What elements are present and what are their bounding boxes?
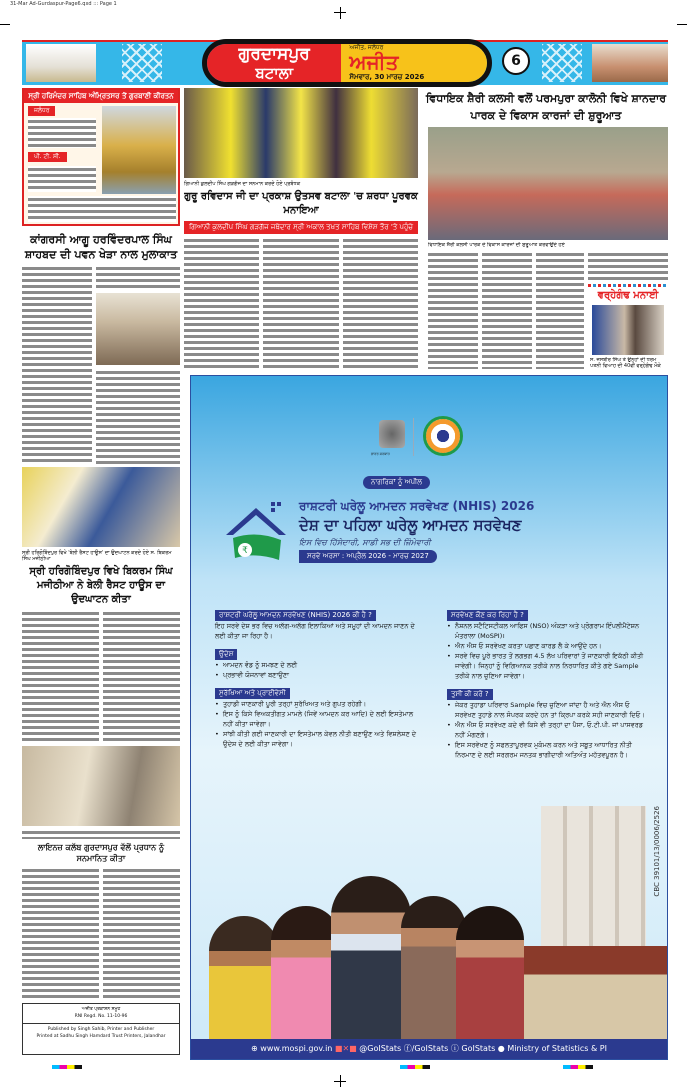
ad-title: ਰਾਸ਼ਟਰੀ ਘਰੇਲੂ ਆਮਦਨ ਸਰਵੇਖਣ (NHIS) 2026 [299,499,535,513]
nso-logo-icon [423,416,463,456]
right-column-top [424,90,668,240]
imprint-box [22,1003,180,1055]
paper-name: ਅਜੀਤ [349,50,399,74]
section-heading-what: ਰਾਸ਼ਟਰੀ ਘਰੇਲੂ ਆਮਦਨ ਸਰਵੇਖਣ (NHIS) 2026 ਕੀ ਹੈ ? [215,610,376,621]
color-bar [400,1065,430,1069]
article-block [22,610,180,743]
whatsapp-icon: ● [497,1044,508,1053]
sidebar-heading: ਵਰ੍ਹੇਗੰਢ ਮਨਾਈ [597,290,659,301]
kirtan-schedule-box [22,88,180,226]
article-text [184,237,259,370]
ad-footer [191,1039,667,1059]
page-number: 6 [502,47,530,75]
cbc-code: CBC 39101/13/0006/2526 [653,806,661,897]
edition-name: ਗੁਰਦਾਸਪੁਰ [238,44,310,64]
section-heading-you: ਤੁਸੀਂ ਕੀ ਕਰੋ ? [447,689,493,700]
emblem-caption: ਭਾਰਤ ਸਰਕਾਰ [371,452,390,456]
divider [588,284,668,287]
ad-info-left [215,602,420,749]
headline: ਗੁਰੂ ਰਵਿਦਾਸ ਜੀ ਦਾ ਪ੍ਰਕਾਸ਼ ਉਤਸਵ ਬਟਾਲਾ 'ਚ ਸ਼ਰਧਾ ਪੂਰਵਕ ਮਨਾਇਆ [184,191,418,216]
list-item: • ਇਸ ਨੂੰ ਕਿਸੇ ਵਿਅਕਤੀਗਤ ਮਾਮਲੇ (ਜਿਵੇਂ ਆਮਦਨ ਕਰ ਆਦਿ) ਦੇ ਲਈ ਇਸਤੇਮਾਲ ਨਹੀਂ ਕੀਤਾ ਜਾਵੇਗਾ। [215,709,420,729]
club-photo [22,746,180,826]
appeal-badge: ਨਾਗਰਿਕਾਂ ਨੂੰ ਅਪੀਲ [363,476,430,489]
edition-subname: ਬਟਾਲਾ [255,64,294,82]
box-text [28,118,96,148]
imprint-line: Printed at Sadhu Singh Hamdard Trust Printers, Jalandhar [36,1034,166,1039]
crop-mark [0,24,10,25]
ad-title-block [299,498,665,563]
registration-mark [340,7,341,19]
section-heading-who: ਸਰਵੇਖਣ ਕੌਣ ਕਰ ਰਿਹਾ ਹੈ ? [447,610,528,621]
subheadline: ਗਿਆਨੀ ਕੁਲਦੀਪ ਸਿੰਘ ਗੜਗੱਜ ਜਥੇਦਾਰ ਸ੍ਰੀ ਅਕਾਲ ਤਖ਼ਤ ਸਾਹਿਬ ਵਿਸ਼ੇਸ਼ ਤੌਰ 'ਤੇ ਪਹੁੰਚੇ [184,221,418,234]
person-image [209,916,279,1041]
pattern-decoration [542,44,582,82]
social-handle[interactable]: @GoIStats [359,1044,402,1053]
color-bar [563,1065,593,1069]
list-item: • ਐਨ ਐਸ ਓ ਸਰਵੇਖਣ ਕਦੇ ਵੀ ਕਿਸੇ ਵੀ ਤਰ੍ਹਾਂ ਦਾ ਪੈਸਾ, ਓ.ਟੀ.ਪੀ. ਜਾਂ ਪਾਸਵਰਡ ਨਹੀਂ ਮੰਗਣਗੇ। [447,720,652,740]
list-item: • ਪ੍ਰਭਾਵੀ ਯੋਜਨਾਵਾਂ ਬਣਾਉਣਾ [215,670,420,680]
article-text [536,251,584,369]
facebook-handle[interactable]: /GoIStats [411,1044,449,1053]
box-note [28,196,176,222]
box-title: ਸ੍ਰੀ ਹਰਿਮੰਦਰ ਸਾਹਿਬ ਅੰਮ੍ਰਿਤਸਰ ਤੋਂ ਗੁਰਬਾਣੀ ਕੀਰਤਨ [24,90,178,103]
national-emblem-icon [379,420,405,448]
registration-mark [334,12,346,13]
web-icon: ⊕ [251,1044,261,1053]
article-text [103,610,180,743]
ad-subtitle: ਦੇਸ਼ ਦਾ ਪਹਿਲਾ ਘਰੇਲੂ ਆਮਦਨ ਸਰਵੇਖਣ [299,516,522,534]
color-bar [52,1065,82,1069]
imprint-line: ਅਜੀਤ ਪ੍ਰਕਾਸ਼ਨ ਸਮੂਹ [81,1007,121,1012]
list-item: • ਜੇਕਰ ਤੁਹਾਡਾ ਪਰਿਵਾਰ Sample ਵਿਚ ਚੁਣਿਆ ਜਾਂਦਾ ਹੈ ਅਤੇ ਐਨ ਐਸ ਓ ਸਰਵੇਖਣ ਤੁਹਾਡੇ ਨਾਲ ਸੰਪਰਕ ਕਰਦੇ ਹਨ ਤਾਂ ਕ੍ਰਿਪਾ ਕਰਕੇ ਸਹੀ ਜਾਣਕਾਰੀ ਦਿਓ। [447,700,652,720]
list-item: • ਸਾਂਝੀ ਕੀਤੀ ਗਈ ਜਾਣਕਾਰੀ ਦਾ ਇਸਤੇਮਾਲ ਕੇਵਲ ਨੀਤੀ ਬਣਾਉਣ ਅਤੇ ਵਿਸ਼ਲੇਸ਼ਣ ਦੇ ਉਦੇਸ਼ ਦੇ ਲਈ ਕੀਤਾ ਜਾਵੇਗਾ। [215,729,420,749]
photo-caption: ਸ. ਜਸਬੀਰ ਸਿੰਘ ਤੇ ਉਨ੍ਹਾਂ ਦੀ ਧਰਮ ਪਤਨੀ ਵਿਆਹ ਦੀ 40ਵੀਂ ਵਰ੍ਹੇਗੰਢ ਮੌਕੇ [590,357,661,369]
section-heading-purpose: ਉਦੇਸ਼ [215,649,237,660]
box-tag: ਜਲੰਧਰ [28,106,55,116]
svg-text:₹: ₹ [242,546,248,556]
park-photo [428,127,668,240]
survey-period: ਸਰਵੇ ਅਰਸਾ : ਅਪ੍ਰੈਲ 2026 - ਮਾਰਚ 2027 [299,550,437,563]
ad-tagline: ਇਸ ਵਿਚ ਹਿੱਸੇਦਾਰੀ, ਸਾਡੀ ਸਭ ਦੀ ਜ਼ਿੰਮੇਵਾਰੀ [299,538,431,547]
website-link[interactable]: www.mospi.gov.in [260,1044,333,1053]
facebook-icon: ⓕ [403,1044,412,1053]
ad-info-right [447,602,652,760]
photo-caption [22,829,180,839]
headline: ਕਾਂਗਰਸੀ ਆਗੂ ਹਰਵਿੰਦਰਪਾਲ ਸਿੰਘ ਸ਼ਾਹਬਦ ਦੀ ਪਵਨ ਖੇੜਾ ਨਾਲ ਮੁਲਾਕਾਤ [24,233,178,261]
you-list [447,700,652,760]
section-heading-privacy: ਸੁਰੱਖਿਆ ਅਤੇ ਪ੍ਰਾਈਵੇਸੀ [215,688,290,699]
article-text [343,237,418,370]
article-text [22,265,92,464]
center-column [184,88,418,370]
article-text [482,251,532,369]
article-text [428,251,478,369]
prakash-utsav-photo [184,88,418,178]
who-list [447,621,652,681]
linkedin-icon: ⓘ [450,1044,462,1053]
person-image [331,876,411,1041]
headline: ਲਾਇਨਜ਼ ਕਲੱਬ ਗੁਰਦਾਸਪੁਰ ਵੱਲੋਂ ਪ੍ਰਧਾਨ ਨੂੰ ਸਨਮਾਨਿਤ ਕੀਤਾ [37,843,165,864]
imprint-line: RNI Regd. No. 11-10-96 [74,1014,128,1019]
golden-temple-photo [102,106,176,194]
privacy-list [215,699,420,749]
box-text [28,166,96,192]
headline: ਸ੍ਰੀ ਹਰਿਗੋਬਿੰਦਪੁਰ ਵਿਖੇ ਬਿਕਰਮ ਸਿੰਘ ਮਜੀਠੀਆ ਨੇ ਬੇਲੀ ਰੈਸਟ ਹਾਊਸ ਦਾ ਉਦਘਾਟਨ ਕੀਤਾ [29,566,173,606]
list-item: • ਸਰਵੇ ਵਿਚ ਪੂਰੇ ਭਾਰਤ ਤੋਂ ਲਗਭਗ 4.5 ਲੱਖ ਪਰਿਵਾਰਾਂ ਤੋਂ ਜਾਣਕਾਰੀ ਇਕੱਠੀ ਕੀਤੀ ਜਾਵੇਗੀ। ਜਿਨ੍ਹਾਂ ਨੂੰ ਵਿਗਿਆਨਕ ਤਰੀਕੇ ਨਾਲ ਨਿਰਧਾਰਿਤ ਕੀਤੇ ਗਏ Sample ਤਰੀਕੇ ਨਾਲ ਚੁਣਿਆ ਜਾਵੇਗਾ। [447,651,652,681]
print-slug: 31-Mar Ad-Gurdaspur-Page6.qxd ::: Page 1 [10,1,117,7]
divider [413,418,414,456]
list-item: • ਐਨ ਐਸ ਓ ਸਰਵੇਖਣ ਕਰਤਾ ਪਛਾਣ ਕਾਰਡ ਲੈ ਕੇ ਆਉਂਦੇ ਹਨ। [447,641,652,651]
list-item: • ਨੈਸ਼ਨਲ ਸਟੈਟਿਸਟੀਕਲ ਆਫਿਸ (NSO) ਅੰਕੜਾ ਅਤੇ ਪ੍ਰੋਗਰਾਮ ਇੰਪਲੀਮੈਂਟੇਸ਼ਨ ਮੰਤਰਾਲਾ (MoSPI)। [447,621,652,641]
purpose-list [215,660,420,680]
photo-caption: ਸ੍ਰੀ ਹਰਿਗੋਬਿੰਦਪੁਰ ਵਿਖੇ 'ਬੇਲੀ ਰੈਸਟ ਹਾਊਸ' ਦਾ ਉਦਘਾਟਨ ਕਰਦੇ ਹੋਏ ਸ. ਬਿਕਰਮ ਸਿੰਘ ਮਜੀਠੀਆ [22,550,172,563]
ministry-name: Ministry of Statistics & PI [507,1044,607,1053]
masthead-logo [202,39,492,87]
pattern-decoration [122,44,162,82]
photo-caption: ਵਿਧਾਇਕ ਸ਼ੈਰੀ ਕਲਸੀ ਪਾਰਕ ਦੇ ਵਿਕਾਸ ਕਾਰਜਾਂ ਦੀ ਸ਼ੁਰੂਆਤ ਕਰਵਾਉਂਦੇ ਹੋਏ [428,242,565,248]
social-icons: ■✕■ [334,1044,360,1053]
headline: ਵਿਧਾਇਕ ਸ਼ੈਰੀ ਕਲਸੀ ਵਲੋਂ ਪਰਮਪੁਰਾ ਕਾਲੋਨੀ ਵਿਖੇ ਸ਼ਾਨਦਾਰ ਪਾਰਕ ਦੇ ਵਿਕਾਸ ਕਾਰਜਾਂ ਦੀ ਸ਼ੁਰੂਆਤ [425,92,667,122]
article-text [22,610,99,743]
what-text: ਇਹ ਸਰਵੇ ਦੇਸ਼ ਭਰ ਵਿਚ ਅਲੱਗ-ਅਲੱਗ ਇਲਾਕਿਆਂ ਅਤੇ ਸਮੂਹਾਂ ਦੀ ਆਮਦਨ ਜਾਣਨ ਦੇ ਲਈ ਕੀਤਾ ਜਾ ਰਿਹਾ ਹੈ। [215,622,415,640]
temple-image-right [592,44,668,82]
article-text [22,867,99,1000]
house-rupee-icon [221,500,291,570]
meeting-photo [96,293,180,365]
crop-mark [677,24,687,25]
article-block [22,867,180,1000]
article-text [103,867,180,1000]
inauguration-photo [22,467,180,547]
article-text [263,237,338,370]
article-text [96,265,180,289]
temple-image-left [26,44,96,82]
left-column [22,232,180,1000]
list-item: • ਇਸ ਸਰਵੇਖਣ ਨੂੰ ਸਫਲਤਾਪੂਰਵਕ ਮੁਕੰਮਲ ਕਰਨ ਅਤੇ ਸਬੂਤ ਆਧਾਰਿਤ ਨੀਤੀ ਨਿਰਮਾਣ ਦੇ ਲਈ ਸਰਗਰਮ ਜਨਤਕ ਭਾਗੀਦਾਰੀ ਅਤਿਅੰਤ ਮਹੱਤਵਪੂਰਨ ਹੈ। [447,740,652,760]
house-image [521,946,668,1041]
article-text [96,369,180,464]
list-item: • ਤੁਹਾਡੀ ਜਾਣਕਾਰੀ ਪੂਰੀ ਤਰ੍ਹਾਂ ਸੁਰੱਖਿਅਤ ਅਤੇ ਗੁਪਤ ਰਹੇਗੀ। [215,699,420,709]
list-item: • ਆਮਦਨ ਵੰਡ ਨੂੰ ਸਮਝਣ ਦੇ ਲਈ [215,660,420,670]
linkedin-handle[interactable]: GoIStats [461,1044,496,1053]
imprint-line: Published by Singh Sahib, Printer and Publisher [23,1023,179,1033]
anniversary-photo [592,305,664,355]
article-block [184,237,418,370]
person-image [456,906,524,1041]
registration-mark [334,1081,346,1082]
masthead [22,40,668,85]
box-tag: ਪੀ. ਟੀ. ਸੀ. [28,152,67,162]
article-text [588,251,668,281]
nhis-advertisement [190,375,668,1060]
publisher-line: ਅਜੀਤ, ਜਲੰਧਰ [349,44,384,51]
issue-date: ਸੋਮਵਾਰ, 30 ਮਾਰਚ 2026 [349,73,425,81]
article-block [22,265,180,464]
photo-caption: ਗਿਆਨੀ ਕੁਲਦੀਪ ਸਿੰਘ ਗੜਗੱਜ ਦਾ ਸਨਮਾਨ ਕਰਦੇ ਹੋਏ ਪ੍ਰਬੰਧਕ [184,181,301,187]
